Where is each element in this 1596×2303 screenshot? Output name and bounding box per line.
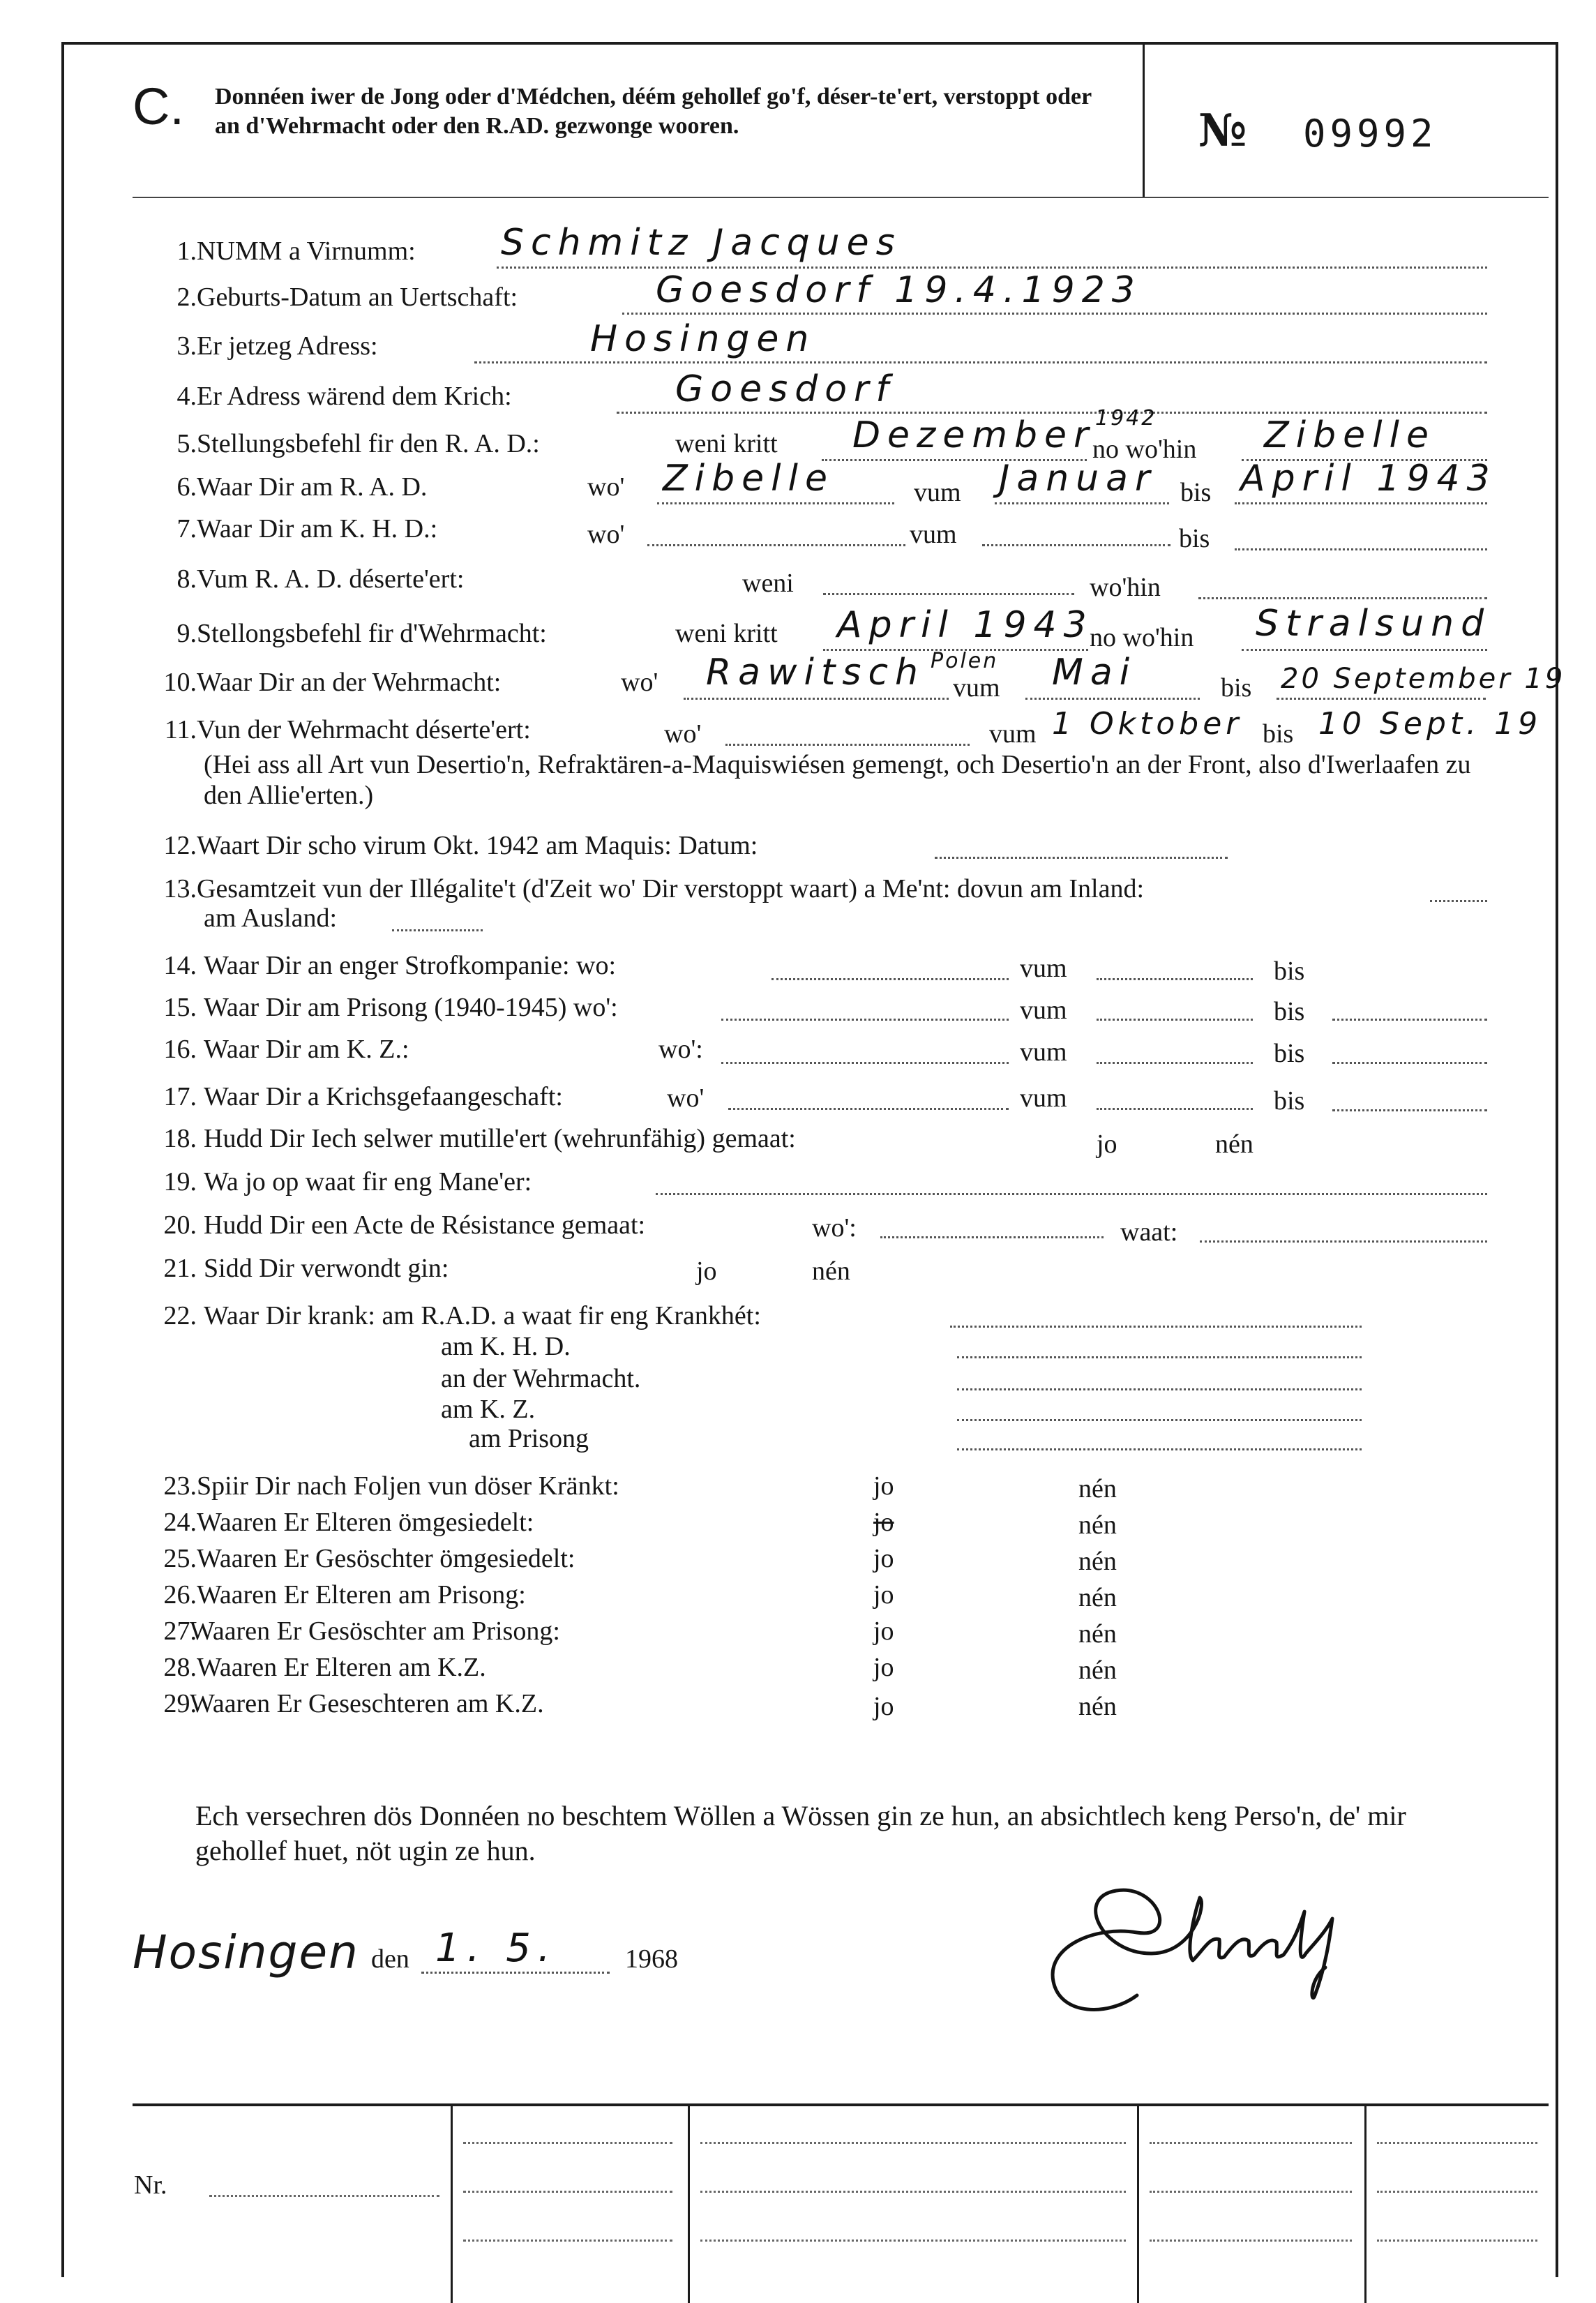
field-16-vum: vum <box>1020 1037 1067 1067</box>
field-11-bis: bis <box>1263 719 1294 749</box>
field-10-bis: bis <box>1221 673 1252 703</box>
field-10-number: 10. <box>163 668 197 697</box>
signing-place[interactable]: Hosingen <box>133 1926 359 1979</box>
footer-cell-line[interactable] <box>1377 2191 1537 2193</box>
footer-cell-line[interactable] <box>463 2191 672 2193</box>
field-23-no[interactable]: nén <box>1078 1474 1117 1503</box>
footer-cell-line[interactable] <box>700 2191 1126 2193</box>
field-21-number: 21. <box>163 1254 197 1283</box>
field-20-line-wo <box>880 1236 1104 1238</box>
field-6-line-bis <box>1235 502 1487 504</box>
field-6-wo: wo' <box>587 472 625 502</box>
section-letter: C. <box>133 77 184 135</box>
field-10-wo: wo' <box>621 668 658 697</box>
field-5-value-place[interactable]: Zibelle <box>1264 414 1436 456</box>
field-20-wo: wo': <box>812 1213 857 1243</box>
field-10-line-wo <box>684 698 949 700</box>
field-15-bis: bis <box>1274 997 1305 1026</box>
field-5-value-date[interactable]: Dezember <box>852 414 1096 456</box>
field-10-line-vum <box>1025 698 1200 700</box>
field-11-value-vum[interactable]: 1 Oktober <box>1052 706 1243 742</box>
signing-date[interactable]: 1. 5. <box>435 1926 557 1971</box>
field-15-label: Waar Dir am Prisong (1940-1945) wo': <box>204 993 618 1022</box>
field-6-value-bis[interactable]: April 1943 <box>1240 458 1497 500</box>
field-9-line-b <box>1242 649 1487 651</box>
field-8-label: Vum R. A. D. déserte'ert: <box>197 564 465 594</box>
field-18-label: Hudd Dir Iech selwer mutille'ert (wehrunfähig) gemaat: <box>204 1124 796 1153</box>
field-1-value[interactable]: Schmitz Jacques <box>501 222 902 264</box>
field-7-label: Waar Dir am K. H. D.: <box>197 514 438 543</box>
field-27-yes[interactable]: jo <box>873 1616 894 1646</box>
field-25-no[interactable]: nén <box>1078 1547 1117 1576</box>
field-23-number: 23. <box>163 1471 197 1501</box>
field-18-no[interactable]: nén <box>1215 1130 1254 1159</box>
field-22-sub-wehrmacht: an der Wehrmacht. <box>441 1364 641 1393</box>
field-3-number: 3. <box>176 331 197 361</box>
field-5-number: 5. <box>176 429 197 458</box>
field-9-nowohin: no wo'hin <box>1090 623 1194 652</box>
field-25-yes[interactable]: jo <box>873 1544 894 1573</box>
field-17-vum: vum <box>1020 1083 1067 1113</box>
field-13-line-inland <box>1430 900 1487 902</box>
field-7-line-vum <box>982 544 1170 546</box>
field-12-label: Waart Dir scho virum Okt. 1942 am Maquis: Datum: <box>197 831 758 860</box>
field-5-value-year[interactable]: 1942 <box>1095 406 1157 430</box>
field-22-line-kz <box>957 1419 1362 1421</box>
footer-col-divider-4 <box>1364 2106 1367 2303</box>
field-14-bis: bis <box>1274 957 1305 986</box>
form-title: Donnéen iwer de Jong oder d'Médchen, déém gehollef go'f, déser-te'ert, verstoppt oder an d'Wehrmacht oder den R.AD. gezwonge wooren. <box>215 84 1092 139</box>
field-20-line-waat <box>1200 1240 1487 1243</box>
field-16-wo: wo': <box>658 1035 703 1064</box>
field-9-label: Stellongsbefehl fir d'Wehrmacht: <box>197 619 547 648</box>
declaration-text: Ech versechren dös Donnéen no beschtem Wöllen a Wössen gin ze hun, an absichtlech keng Perso'n, de' mir gehollef huet, nöt ugin ze hun. <box>195 1800 1406 1866</box>
field-18-number: 18. <box>163 1124 197 1153</box>
field-14-label: Waar Dir an enger Strofkompanie: wo: <box>204 951 617 980</box>
field-13-label-abroad: am Ausland: <box>204 903 338 933</box>
field-10-value-wo[interactable]: Rawitsch <box>706 652 925 693</box>
field-23-yes[interactable]: jo <box>873 1471 894 1501</box>
field-10-vum: vum <box>953 673 1000 703</box>
form-number: 09992 <box>1303 112 1438 156</box>
field-24-label: Waaren Er Elteren ömgesiedelt: <box>197 1508 534 1537</box>
field-10-line-bis <box>1277 698 1486 700</box>
field-13-number: 13. <box>163 874 197 903</box>
field-26-yes[interactable]: jo <box>873 1580 894 1610</box>
footer-cell-line[interactable] <box>700 2142 1126 2144</box>
footer-cell-line[interactable] <box>463 2142 672 2144</box>
field-15-line-bis <box>1332 1019 1487 1021</box>
footer-col-divider-1 <box>451 2106 453 2303</box>
field-29-no[interactable]: nén <box>1078 1692 1117 1721</box>
field-18-yes[interactable]: jo <box>1097 1130 1117 1159</box>
field-21-no[interactable]: nén <box>812 1256 850 1286</box>
field-11-wo: wo' <box>664 719 702 749</box>
field-6-label: Waar Dir am R. A. D. <box>197 472 428 502</box>
field-24-number: 24. <box>163 1508 197 1537</box>
field-12-number: 12. <box>163 831 197 860</box>
field-4-value[interactable]: Goesdorf <box>675 368 896 410</box>
field-25-number: 25. <box>163 1544 197 1573</box>
footer-cell-line[interactable] <box>700 2240 1126 2242</box>
number-sign: № <box>1198 105 1247 157</box>
field-29-yes[interactable]: jo <box>873 1692 894 1721</box>
field-10-value-vum[interactable]: Mai <box>1052 652 1137 693</box>
field-20-number: 20. <box>163 1210 197 1240</box>
footer-cell-line[interactable] <box>1150 2142 1352 2144</box>
field-15-vum: vum <box>1020 996 1067 1025</box>
field-8-weni: weni <box>742 569 794 598</box>
footer-cell-line[interactable] <box>1377 2142 1537 2144</box>
field-8-wohin: wo'hin <box>1090 573 1161 602</box>
field-16-label: Waar Dir am K. Z.: <box>204 1035 409 1064</box>
field-3-line <box>474 361 1487 363</box>
field-17-number: 17. <box>163 1082 197 1111</box>
field-6-value-wo[interactable]: Zibelle <box>663 458 834 500</box>
field-19-number: 19. <box>163 1167 197 1196</box>
field-11-label: Vun der Wehrmacht déserte'ert: <box>197 715 531 744</box>
field-10-value-bis[interactable]: 20 September 19 <box>1281 663 1566 695</box>
field-21-label: Sidd Dir verwondt gin: <box>204 1254 449 1283</box>
header-divider <box>1143 45 1145 198</box>
field-27-no[interactable]: nén <box>1078 1619 1117 1649</box>
field-13-label: Gesamtzeit vun der Illégalite't (d'Zeit wo' Dir verstoppt waart) a Me'nt: dovun am Inland: <box>197 874 1145 903</box>
field-3-label: Er jetzeg Adress: <box>197 331 378 361</box>
field-28-label: Waaren Er Elteren am K.Z. <box>197 1653 486 1682</box>
footer-col-divider-2 <box>688 2106 690 2303</box>
field-22-line-wehrmacht <box>957 1388 1362 1390</box>
field-13-line-abroad <box>392 929 483 931</box>
field-5-weni: weni kritt <box>675 429 778 458</box>
field-27-label: Waaren Er Gesöschter am Prisong: <box>190 1616 560 1646</box>
field-9-value-place[interactable]: Stralsund <box>1256 603 1491 645</box>
field-4-number: 4. <box>176 382 197 411</box>
field-15-line-wo <box>721 1019 1009 1021</box>
field-12-line <box>935 857 1228 859</box>
field-6-vum: vum <box>914 478 961 507</box>
field-26-label: Waaren Er Elteren am Prisong: <box>197 1580 526 1610</box>
field-6-line-wo <box>657 502 894 504</box>
field-4-label: Er Adress wärend dem Krich: <box>197 382 512 411</box>
field-11-line-wo <box>725 744 970 746</box>
footer-nr-line[interactable] <box>209 2195 439 2197</box>
field-5-nowohin: no wo'hin <box>1092 435 1197 464</box>
footer-cell-line[interactable] <box>1377 2240 1537 2242</box>
field-22-label: Waar Dir krank: am R.A.D. a waat fir eng Krankhét: <box>204 1301 761 1330</box>
field-16-line-vum <box>1097 1062 1253 1064</box>
field-25-label: Waaren Er Gesöschter ömgesiedelt: <box>197 1544 575 1573</box>
field-7-wo: wo' <box>587 520 625 549</box>
signing-den: den <box>371 1944 409 1974</box>
field-27-number: 27. <box>163 1616 197 1646</box>
field-17-line-bis <box>1332 1109 1487 1111</box>
field-10-value-country[interactable]: Polen <box>931 649 999 673</box>
field-7-number: 7. <box>176 514 197 543</box>
field-5-label: Stellungsbefehl fir den R. A. D.: <box>197 429 540 458</box>
field-7-line-wo <box>647 544 905 546</box>
field-1-label: NUMM a Virnumm: <box>197 237 416 266</box>
field-22-sub-kz: am K. Z. <box>441 1395 536 1424</box>
footer-cell-line[interactable] <box>1150 2240 1352 2242</box>
field-1-number: 1. <box>176 237 197 266</box>
field-14-line-wo <box>771 978 1009 980</box>
field-11-value-bis[interactable]: 10 Sept. 19 <box>1318 706 1542 742</box>
field-26-no[interactable]: nén <box>1078 1583 1117 1612</box>
field-14-line-vum <box>1097 978 1253 980</box>
field-24-yes[interactable]: jo <box>873 1508 894 1537</box>
field-28-yes[interactable]: jo <box>873 1653 894 1682</box>
footer-cell-line[interactable] <box>463 2240 672 2242</box>
field-16-line-bis <box>1332 1062 1487 1064</box>
field-22-line-prisong <box>957 1448 1362 1450</box>
field-16-number: 16. <box>163 1035 197 1064</box>
field-17-label: Waar Dir a Krichsgefaangeschaft: <box>204 1082 563 1111</box>
field-8-number: 8. <box>176 564 197 594</box>
field-2-value[interactable]: Goesdorf 19.4.1923 <box>656 269 1142 311</box>
field-11-note: (Hei ass all Art vun Desertio'n, Refraktären-a-Maquiswiésen gemengt, och Desertio'n an der Front, also d'Iwerlaafen zu den Allie'erten.) <box>204 750 1471 810</box>
field-4-line <box>617 412 1487 414</box>
field-6-number: 6. <box>176 472 197 502</box>
field-29-number: 29. <box>163 1689 197 1718</box>
field-6-value-vum[interactable]: Januar <box>999 458 1157 500</box>
field-7-vum: vum <box>910 520 957 549</box>
field-9-weni: weni kritt <box>675 619 778 648</box>
field-26-number: 26. <box>163 1580 197 1610</box>
signing-date-line <box>421 1972 610 1974</box>
footer-cell-line[interactable] <box>1150 2191 1352 2193</box>
field-28-number: 28. <box>163 1653 197 1682</box>
footer-rule <box>133 2103 1549 2106</box>
field-19-label: Wa jo op waat fir eng Mane'er: <box>204 1167 532 1196</box>
field-22-sub-khd: am K. H. D. <box>441 1332 571 1361</box>
field-24-no[interactable]: nén <box>1078 1510 1117 1540</box>
field-20-waat: waat: <box>1120 1217 1178 1247</box>
field-2-line <box>622 313 1487 315</box>
field-2-label: Geburts-Datum an Uertschaft: <box>197 283 518 312</box>
field-16-line-wo <box>721 1062 1009 1064</box>
field-16-bis: bis <box>1274 1039 1305 1068</box>
field-22-sub-prisong: am Prisong <box>469 1424 589 1453</box>
field-9-number: 9. <box>176 619 197 648</box>
signing-year: 1968 <box>625 1944 678 1974</box>
field-17-wo: wo' <box>667 1083 705 1113</box>
field-7-line-bis <box>1235 548 1487 550</box>
signature-graphic <box>1032 1877 1395 2023</box>
footer-nr-label: Nr. <box>134 2170 167 2200</box>
field-15-line-vum <box>1097 1019 1253 1021</box>
field-21-yes[interactable]: jo <box>696 1256 717 1286</box>
field-2-number: 2. <box>176 283 197 312</box>
field-11-number: 11. <box>164 715 197 744</box>
field-22-line-khd <box>957 1356 1362 1358</box>
field-23-label: Spiir Dir nach Foljen vun döser Kränkt: <box>197 1471 619 1501</box>
field-20-label: Hudd Dir een Acte de Résistance gemaat: <box>204 1210 646 1240</box>
field-10-label: Waar Dir an der Wehrmacht: <box>197 668 502 697</box>
field-22-number: 22. <box>163 1301 197 1330</box>
field-8-line-weni <box>823 593 1074 595</box>
field-1-line <box>497 267 1487 269</box>
field-11-vum: vum <box>989 719 1037 749</box>
field-17-line-vum <box>1097 1108 1253 1110</box>
field-8-line-wohin <box>1198 597 1487 599</box>
field-22-line-rad <box>950 1326 1362 1328</box>
field-3-value[interactable]: Hosingen <box>590 318 816 360</box>
header-rule <box>133 197 1549 198</box>
field-28-no[interactable]: nén <box>1078 1656 1117 1685</box>
field-14-vum: vum <box>1020 954 1067 983</box>
field-6-line-vum <box>995 502 1169 504</box>
field-7-bis: bis <box>1179 524 1210 553</box>
field-17-bis: bis <box>1274 1086 1305 1116</box>
field-6-bis: bis <box>1180 478 1212 507</box>
field-9-value-date[interactable]: April 1943 <box>837 604 1094 646</box>
field-19-line <box>656 1193 1487 1195</box>
field-14-number: 14. <box>163 951 197 980</box>
field-29-label: Waaren Er Geseschteren am K.Z. <box>190 1689 544 1718</box>
footer-col-divider-3 <box>1137 2106 1139 2303</box>
field-17-line-wo <box>728 1108 1009 1110</box>
field-15-number: 15. <box>163 993 197 1022</box>
